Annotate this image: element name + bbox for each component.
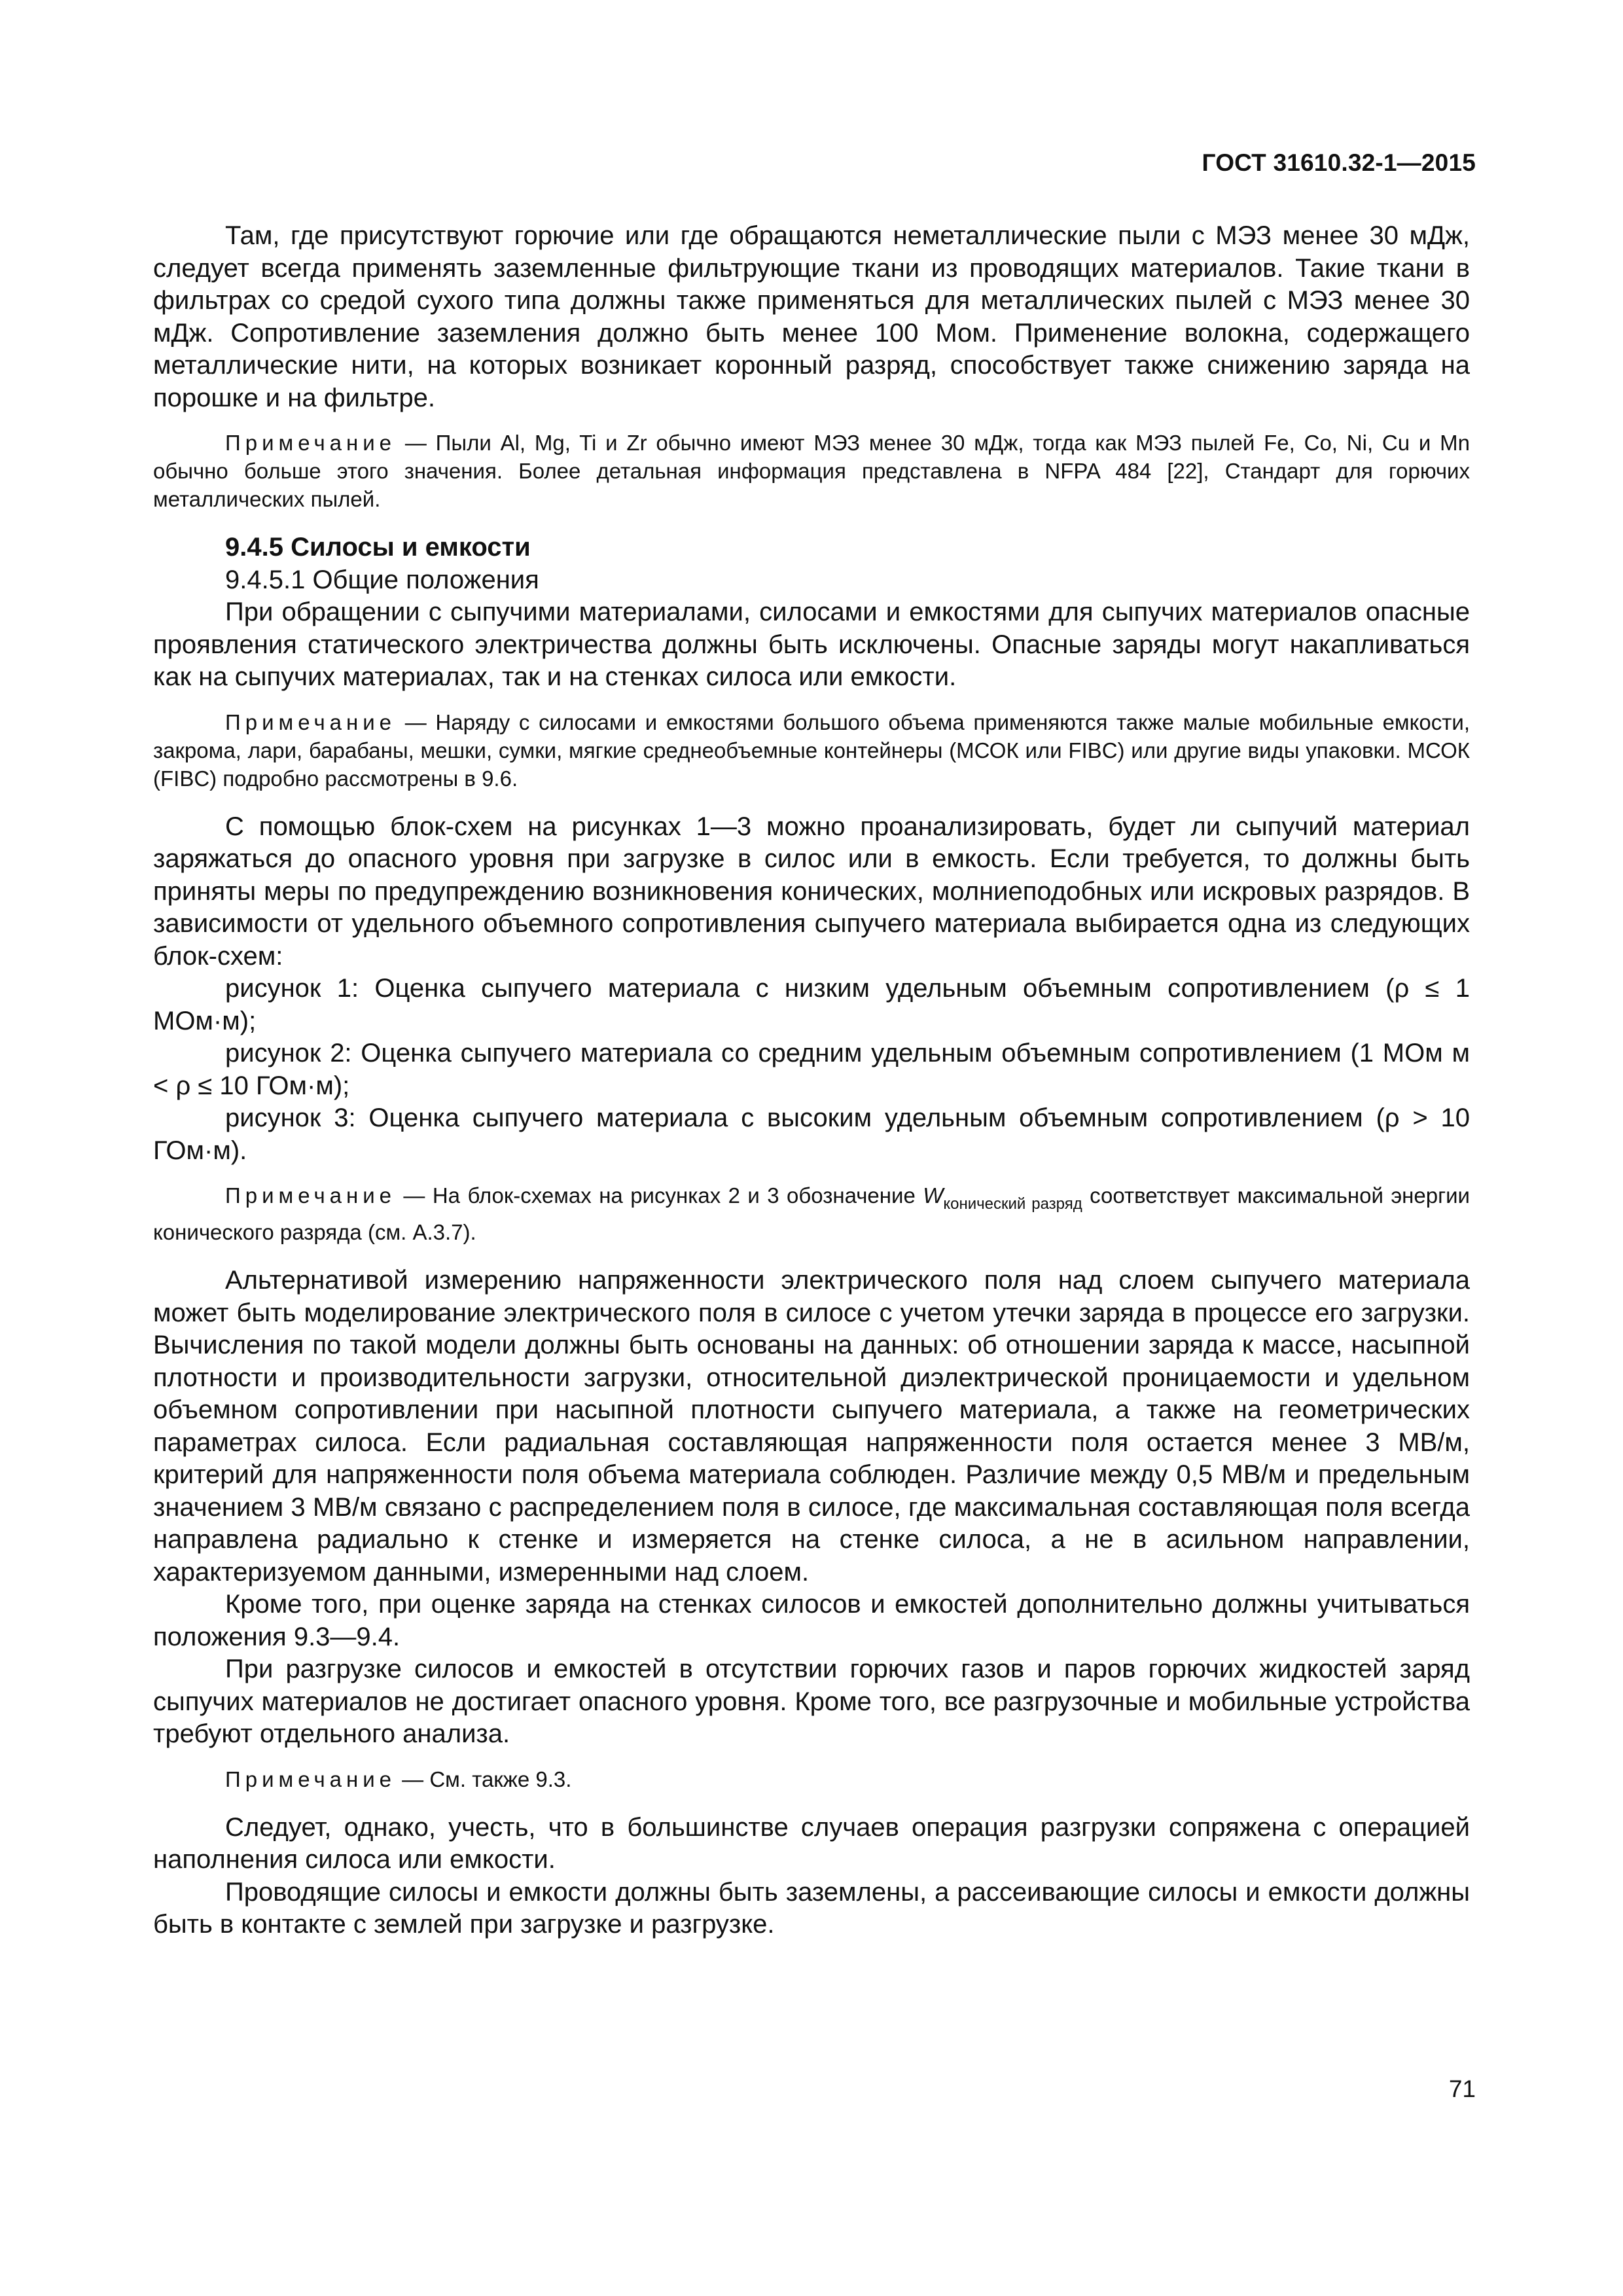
paragraph-bulk-materials: При обращении с сыпучими материалами, силосами и емкостями для сыпучих материалов опасные проявления статического электричества должны быть исключены. Опасные заряды могут накапливаться как на сыпучих материалах, так и на стенках силоса или емкости. [153, 598, 1470, 691]
note-cone-discharge [153, 1181, 1470, 1246]
note-small-containers [153, 708, 1470, 793]
paragraph-unloading: При разгрузке силосов и емкостей в отсутствии горючих газов и паров горючих жидкостей заряд сыпучих материалов не достигает опасного уровня. Кроме того, все разгрузочные и мобильные устройства требуют отдельного анализа. [153, 1655, 1470, 1748]
paragraph-wall-charge: Кроме того, при оценке заряда на стенках силосов и емкостей дополнительно должны учитываться положения 9.3—9.4. [153, 1590, 1470, 1651]
note-see-also [153, 1765, 1470, 1793]
note-label: Примечание [225, 1767, 397, 1791]
section-heading-silos: 9.4.5 Силосы и емкости [225, 533, 531, 562]
paragraph-unloading-filling: Следует, однако, учесть, что в большинстве случаев операция разгрузки сопряжена с операцией наполнения силоса или емкости. [153, 1812, 1470, 1874]
note-text-after: соответствует максимальной энергии конического разряда (см. А.3.7). [153, 1183, 1470, 1244]
paragraph-flowcharts: С помощью блок-схем на рисунках 1—3 можно проанализировать, будет ли сыпучий материал заряжаться до опасного уровня при загрузке в силос или в емкость. Если требуется, то должны быть приняты меры по предупреждению возникновения конических, молниеподобных или искровых разрядов. В зависимости от удельного объемного сопротивления сыпучего материала выбирается одна из следующих блок-схем: [153, 812, 1470, 971]
note-label: Примечание [225, 709, 397, 734]
w-symbol: W [923, 1183, 944, 1208]
figure-ref-2: рисунок 2: Оценка сыпучего материала со средним удельным объемным сопротивлением (1 МОм м < ρ ≤ 10 ГОм·м); [153, 1039, 1470, 1100]
page-number: 71 [1448, 2075, 1476, 2102]
note-text: — Наряду с силосами и емкостями большого объема применяются также малые мобильные емкости, закрома, лари, барабаны, мешки, сумки, мягкие среднеобъемные контейнеры (МСОК или FIBC) или другие виды упаковки. МСОК (FIBC) подробно рассмотрены в 9.6. [153, 709, 1470, 791]
note-text-before: — На блок-схемах на рисунках 2 и 3 обозначение [396, 1183, 923, 1208]
note-label: Примечание [225, 1183, 397, 1208]
note-text: — Пыли Al, Mg, Ti и Zr обычно имеют МЭЗ менее 30 мДж, тогда как МЭЗ пылей Fe, Co, Ni, Cu и Mn обычно больше этого значения. Более детальная информация представлена в NFPA 484 [22], Стандарт для горючих металлических пылей. [153, 431, 1470, 511]
page-body [153, 220, 1470, 1941]
note-metal-dusts [153, 429, 1470, 513]
note-label: Примечание [225, 431, 397, 455]
figure-ref-3: рисунок 3: Оценка сыпучего материала с высоким удельным объемным сопротивлением (ρ > 10 ГОм·м). [153, 1103, 1470, 1165]
note-text: — См. также 9.3. [396, 1767, 572, 1791]
standard-code-header: ГОСТ 31610.32-1—2015 [1202, 149, 1476, 176]
paragraph-filter-fabrics: Там, где присутствуют горючие или где обращаются неметаллические пыли с МЭЗ менее 30 мДж, следует всегда применять заземленные фильтрующие ткани из проводящих материалов. Такие ткани в фильтрах со средой сухого типа должны также применяться для металлических пылей с МЭЗ менее 30 мДж. Сопротивление заземления должно быть менее 100 Мом. Применение волокна, содержащего металлические нити, на которых возникает коронный разряд, способствует также снижению заряда на порошке и на фильтре. [153, 221, 1470, 412]
subsection-heading-general: 9.4.5.1 Общие положения [225, 565, 539, 594]
figure-ref-1: рисунок 1: Оценка сыпучего материала с низким удельным объемным сопротивлением (ρ ≤ 1 МОм·м); [153, 974, 1470, 1035]
paragraph-grounding: Проводящие силосы и емкости должны быть заземлены, а рассеивающие силосы и емкости должны быть в контакте с землей при загрузке и разгрузке. [153, 1877, 1470, 1939]
w-subscript: конический разряд [943, 1195, 1082, 1213]
paragraph-field-modeling: Альтернативой измерению напряженности электрического поля над слоем сыпучего материала может быть моделирование электрического поля в силосе с учетом утечки заряда в процессе его загрузки. Вычисления по такой модели должны быть основаны на данных: об отношении заряда к массе, насыпной плотности и производительности загрузки, относительной диэлектрической проницаемости и удельном объемном сопротивлении при насыпной плотности сыпучего материала, а также на геометрических параметрах силоса. Если радиальная составляющая напряженности поля остается менее 3 МВ/м, критерий для напряженности поля объема материала соблюден. Различие между 0,5 МВ/м и предельным значением 3 МВ/м связано с распределением поля в силосе, где максимальная составляющая поля всегда направлена радиально к стенке и измеряется на стенке силоса, а не в асильном направлении, характеризуемом данными, измеренными над слоем. [153, 1266, 1470, 1587]
